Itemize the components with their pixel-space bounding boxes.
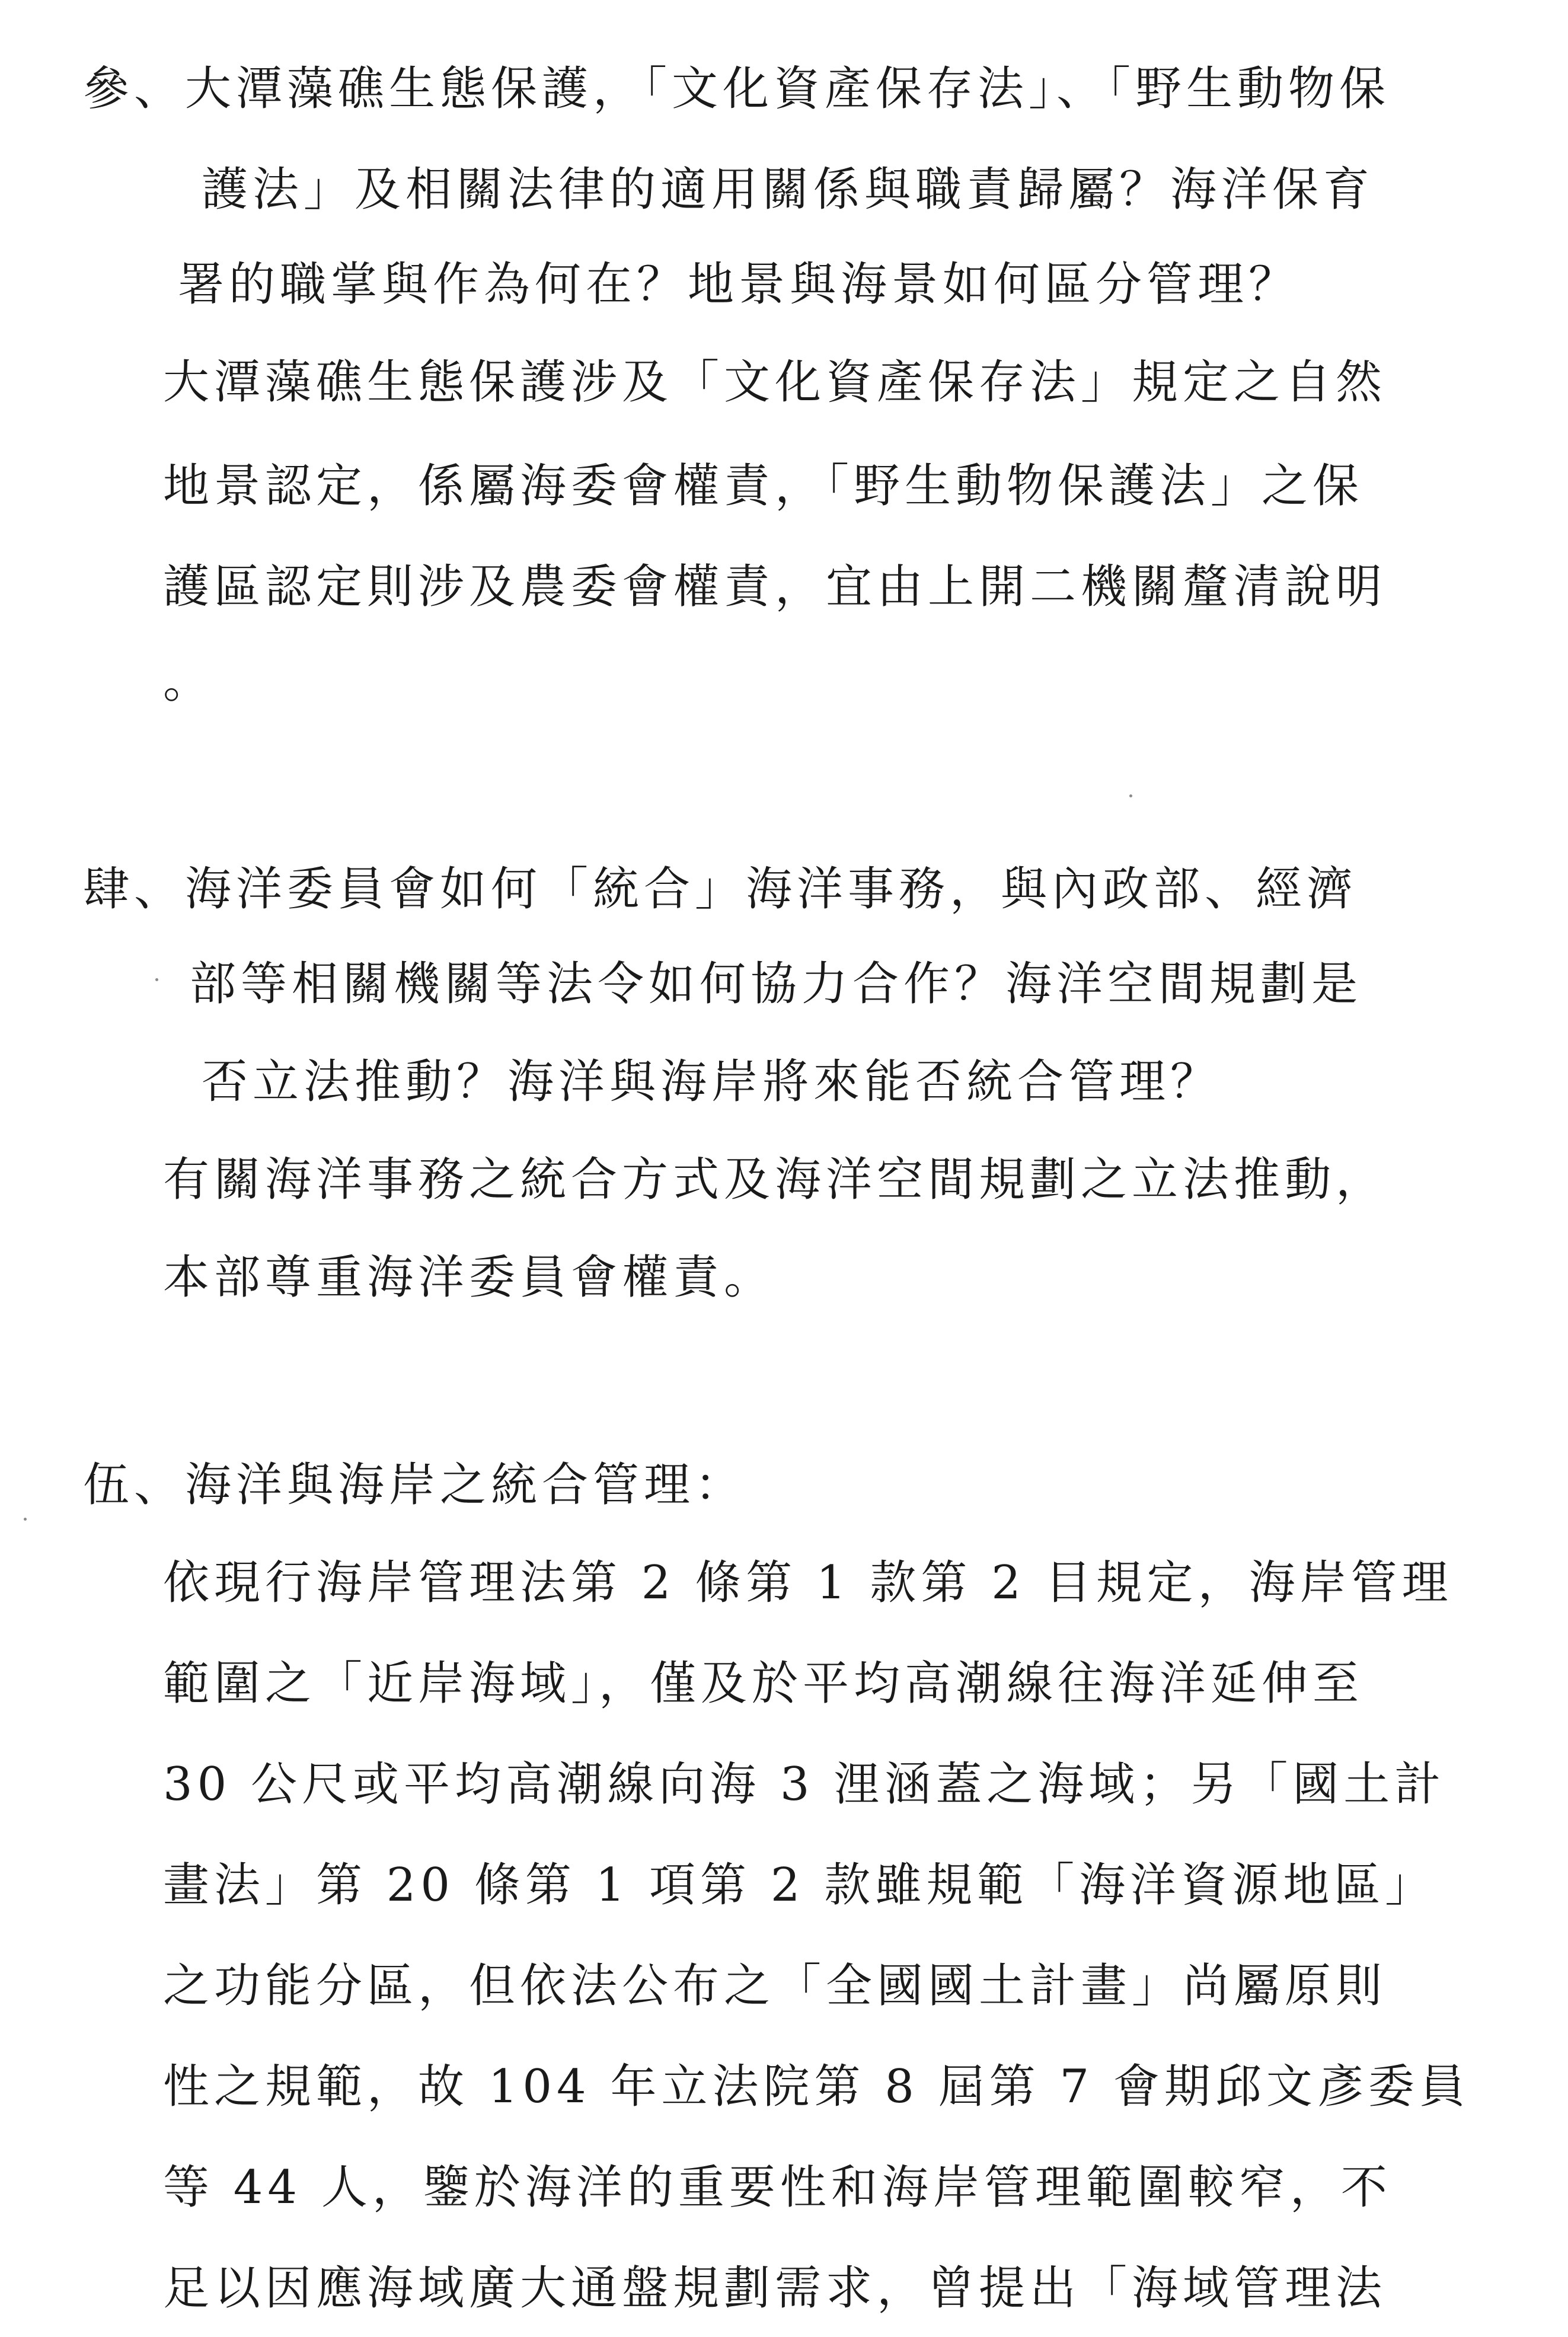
section4-heading-line-1: 肆、海洋委員會如何「統合」海洋事務，與內政部、經濟 xyxy=(83,863,1358,916)
section5-heading-line-1: 伍、海洋與海岸之統合管理： xyxy=(83,1458,746,1512)
scan-speck xyxy=(1129,794,1132,797)
section4-body-line-2: 本部尊重海洋委員會權責。 xyxy=(163,1251,775,1304)
section5-body-line-4: 畫法」第 20 條第 1 項第 2 款雖規範「海洋資源地區」 xyxy=(163,1859,1436,1912)
section5-body-line-2: 範圍之「近岸海域」，僅及於平均高潮線往海洋延伸至 xyxy=(163,1657,1364,1710)
section3-heading-line-1: 參、大潭藻礁生態保護，「文化資產保存法」、「野生動物保 xyxy=(83,62,1391,116)
section5-body-line-7: 等 44 人，鑒於海洋的重要性和海岸管理範圍較窄，不 xyxy=(163,2161,1392,2214)
section3-body-line-2: 地景認定，係屬海委會權責，「野生動物保護法」之保 xyxy=(163,459,1364,513)
section5-body-line-5: 之功能分區，但依法公布之「全國國土計畫」尚屬原則 xyxy=(163,1959,1387,2013)
section3-body-line-3: 護區認定則涉及農委會權責，宜由上開二機關釐清說明 xyxy=(163,560,1387,614)
section5-body-line-3: 30 公尺或平均高潮線向海 3 浬涵蓋之海域；另「國土計 xyxy=(163,1758,1446,1811)
section5-body-line-6: 性之規範，故 104 年立法院第 8 屆第 7 會期邱文彥委員 xyxy=(163,2060,1470,2113)
scan-speck xyxy=(24,1518,27,1521)
section4-body-line-1: 有關海洋事務之統合方式及海洋空間規劃之立法推動， xyxy=(163,1153,1387,1206)
section3-heading-line-3: 署的職掌與作為何在？地景與海景如何區分管理？ xyxy=(178,258,1300,311)
section3-heading-line-2: 護法」及相關法律的適用關係與職責歸屬？海洋保育 xyxy=(202,163,1375,216)
section3-body-line-1: 大潭藻礁生態保護涉及「文化資產保存法」規定之自然 xyxy=(163,356,1387,409)
section3-body-line-4: 。 xyxy=(163,655,215,708)
section4-heading-line-3: 否立法推動？海洋與海岸將來能否統合管理？ xyxy=(202,1055,1222,1109)
scan-speck xyxy=(155,978,158,981)
section4-heading-line-2: 部等相關機關等法令如何協力合作？海洋空間規劃是 xyxy=(190,957,1363,1011)
section5-body-line-8: 足以因應海域廣大通盤規劃需求，曾提出「海域管理法 xyxy=(163,2262,1387,2315)
section5-body-line-1: 依現行海岸管理法第 2 條第 1 款第 2 目規定，海岸管理 xyxy=(163,1556,1453,1610)
